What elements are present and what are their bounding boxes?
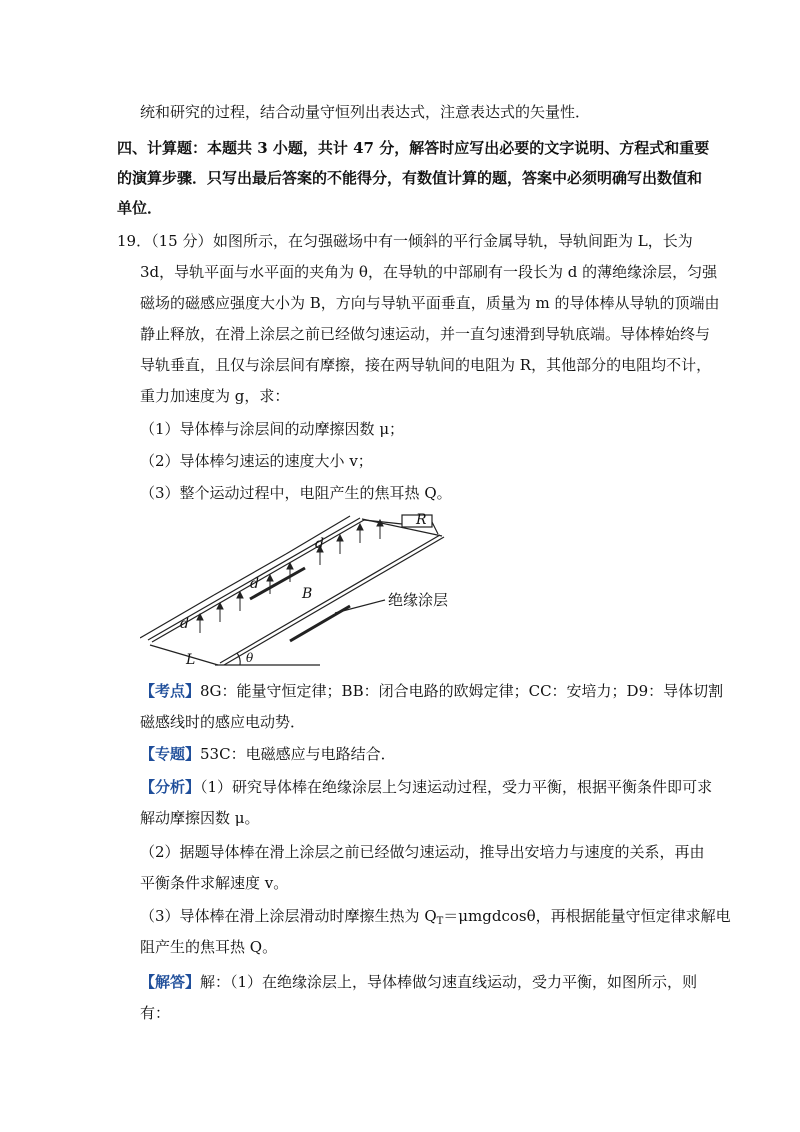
zhuanti-text: 53C：电磁感应与电路结合． xyxy=(200,745,396,763)
question-stem-line-3: 磁场的磁感应强度大小为 B，方向与导轨平面垂直，质量为 m 的导体棒从导轨的顶端由 xyxy=(140,294,720,312)
kaodian-line-2: 磁感线时的感应电动势． xyxy=(140,713,306,731)
kaodian-tag: 【考点】 xyxy=(140,682,201,700)
coating-leader xyxy=(335,600,385,613)
kaodian-text-1: 8G：能量守恒定律；BB：闭合电路的欧姆定律；CC：安培力；D9：导体切割 xyxy=(200,682,724,700)
resistor-wire-right xyxy=(432,522,438,534)
spacing-label: L xyxy=(186,652,196,668)
fenxi-part3-sub: T xyxy=(436,916,444,927)
segment-label-2: d xyxy=(250,576,259,592)
field-label: B xyxy=(302,586,313,602)
question-part-3: （3）整个运动过程中，电阻产生的焦耳热 Q。 xyxy=(140,484,452,502)
angle-arc xyxy=(237,653,240,665)
question-part-2: （2）导体棒匀速运的速度大小 v； xyxy=(140,452,373,470)
zhuanti-tag: 【专题】 xyxy=(140,745,201,763)
question-number: 19．（15 分） xyxy=(117,232,213,250)
fenxi-line-4: 平衡条件求解速度 v。 xyxy=(140,874,289,892)
d-dimension-1 xyxy=(140,595,214,638)
jieda-line-1 xyxy=(140,972,697,992)
kaodian-line-1 xyxy=(140,681,723,701)
fenxi-tag: 【分析】 xyxy=(140,778,201,796)
jieda-text-1: 解：（1）在绝缘涂层上，导体棒做匀速直线运动，受力平衡，如图所示，则 xyxy=(200,973,698,991)
fenxi-part3-b: ＝μmgdcosθ，再根据能量守恒定律求解电 xyxy=(443,907,731,925)
section-heading-line-3: 单位． xyxy=(117,199,163,217)
fenxi-line-5 xyxy=(140,906,731,932)
question-part-1: （1）导体棒与涂层间的动摩擦因数 μ； xyxy=(140,420,405,438)
fenxi-line-3: （2）据题导体棒在滑上涂层之前已经做匀速运动，推导出安培力与速度的关系，再由 xyxy=(140,843,705,861)
section-heading-line-2: 的演算步骤．只写出最后答案的不能得分，有数值计算的题，答案中必须明确写出数值和 xyxy=(117,169,703,187)
fenxi-line-1 xyxy=(140,777,712,797)
fenxi-line-2: 解动摩擦因数 μ。 xyxy=(140,809,260,827)
question-stem-line-1: 如图所示，在匀强磁场中有一倾斜的平行金属导轨，导轨间距为 L，长为 xyxy=(213,232,693,250)
angle-label: θ xyxy=(246,651,254,665)
field-arrow-7-head xyxy=(337,535,343,541)
intro-tail-text: 统和研究的过程，结合动量守恒列出表达式，注意表达式的矢量性． xyxy=(140,103,591,121)
question-stem-line-5: 导轨垂直，且仅与涂层间有摩擦，接在两导轨间的电阻为 R，其他部分的电阻均不计， xyxy=(140,356,712,374)
zhuanti-line xyxy=(140,744,396,764)
spacing-dimension xyxy=(150,645,218,665)
segment-label-1: d xyxy=(180,616,189,632)
question-stem-line-4: 静止释放，在滑上涂层之前已经做匀速运动，并一直匀速滑到导轨底端。导体棒始终与 xyxy=(140,325,711,343)
fenxi-text-1: （1）研究导体棒在绝缘涂层上匀速运动过程，受力平衡，根据平衡条件即可求 xyxy=(200,778,713,796)
jieda-tag: 【解答】 xyxy=(140,973,201,991)
coating-label: 绝缘涂层 xyxy=(388,591,449,609)
section-heading-line-1: 四、计算题：本题共 3 小题，共计 47 分，解答时应写出必要的文字说明、方程式和重要 xyxy=(117,139,710,157)
inclined-rails-figure xyxy=(140,510,480,670)
resistor-label: R xyxy=(416,512,427,528)
fenxi-part3-a: （3）导体棒在滑上涂层滑动时摩擦生热为 Q xyxy=(140,907,437,925)
jieda-line-2: 有： xyxy=(140,1004,171,1022)
fenxi-line-6: 阻产生的焦耳热 Q。 xyxy=(140,938,278,956)
segment-label-3: d xyxy=(315,536,324,552)
question-stem-line-2: 3d，导轨平面与水平面的夹角为 θ，在导轨的中部刷有一段长为 d 的薄绝缘涂层，匀强 xyxy=(140,263,718,281)
field-arrow-8-head xyxy=(357,524,363,530)
question-stem-line-6: 重力加速度为 g，求： xyxy=(140,387,290,405)
